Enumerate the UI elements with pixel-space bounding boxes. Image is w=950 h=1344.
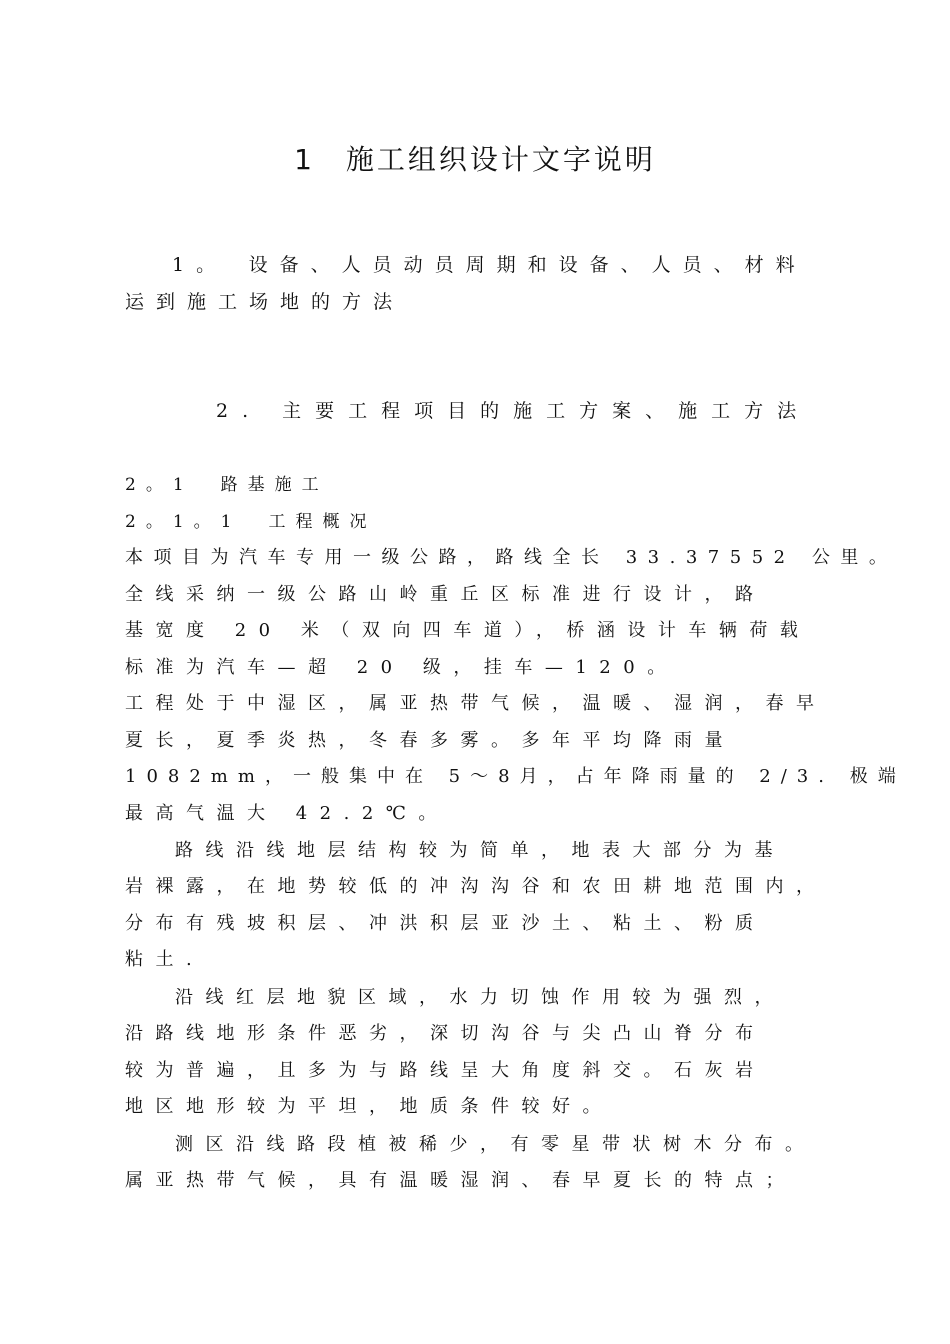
paragraph-line: 属亚热带气候，具有温暖湿润、春早夏长的特点； xyxy=(125,1170,796,1191)
paragraph-line: 较为普遍，且多为与路线呈大角度斜交。石灰岩 xyxy=(125,1060,766,1081)
section2-heading: 2. 主要工程项目的施工方案、施工方法 xyxy=(216,400,811,422)
paragraph-line: 夏长，夏季炎热，冬春多雾。多年平均降雨量 xyxy=(125,730,735,751)
paragraph-line: 基宽度 20 米（双向四车道），桥涵设计车辆荷载 xyxy=(125,620,811,641)
paragraph-line: 工程处于中湿区，属亚热带气候，温暖、湿润，春早 xyxy=(125,693,827,714)
paragraph-line: 最高气温大 42.2℃。 xyxy=(125,803,449,824)
paragraph-line: 1082mm，一般集中在 5～8月，占年降雨量的 2/3. 极端 xyxy=(125,766,906,787)
section1-heading-line1: 1。 设备、人员动员周期和设备、人员、材料 xyxy=(172,254,807,276)
paragraph-line: 粘土. xyxy=(125,949,205,970)
section1-heading-line2: 运到施工场地的方法 xyxy=(125,291,405,313)
paragraph-line: 地区地形较为平坦，地质条件较好。 xyxy=(125,1096,613,1117)
page-title: 1 施工组织设计文字说明 xyxy=(294,143,656,176)
paragraph-line: 路线沿线地层结构较为简单，地表大部分为基 xyxy=(175,840,785,861)
paragraph-line: 沿路线地形条件恶劣，深切沟谷与尖凸山脊分布 xyxy=(125,1023,766,1044)
paragraph-line: 分布有残坡积层、冲洪积层亚沙土、粘土、粉质 xyxy=(125,913,766,934)
paragraph-line: 岩裸露，在地势较低的冲沟沟谷和农田耕地范围内， xyxy=(125,876,827,897)
subsection-heading-2-1: 2。1 路基施工 xyxy=(125,475,329,495)
paragraph-line: 测区沿线路段植被稀少，有零星带状树木分布。 xyxy=(175,1134,816,1155)
paragraph-line: 全线采纳一级公路山岭重丘区标准进行设计，路 xyxy=(125,584,766,605)
paragraph-line: 沿线红层地貌区域，水力切蚀作用较为强烈， xyxy=(175,987,785,1008)
paragraph-line: 本项目为汽车专用一级公路，路线全长 33.37552 公里。 xyxy=(125,547,898,568)
subsection-heading-2-1-1: 2。1。1 工程概况 xyxy=(125,512,377,532)
paragraph-line: 标准为汽车—超 20 级，挂车—120。 xyxy=(125,657,678,678)
